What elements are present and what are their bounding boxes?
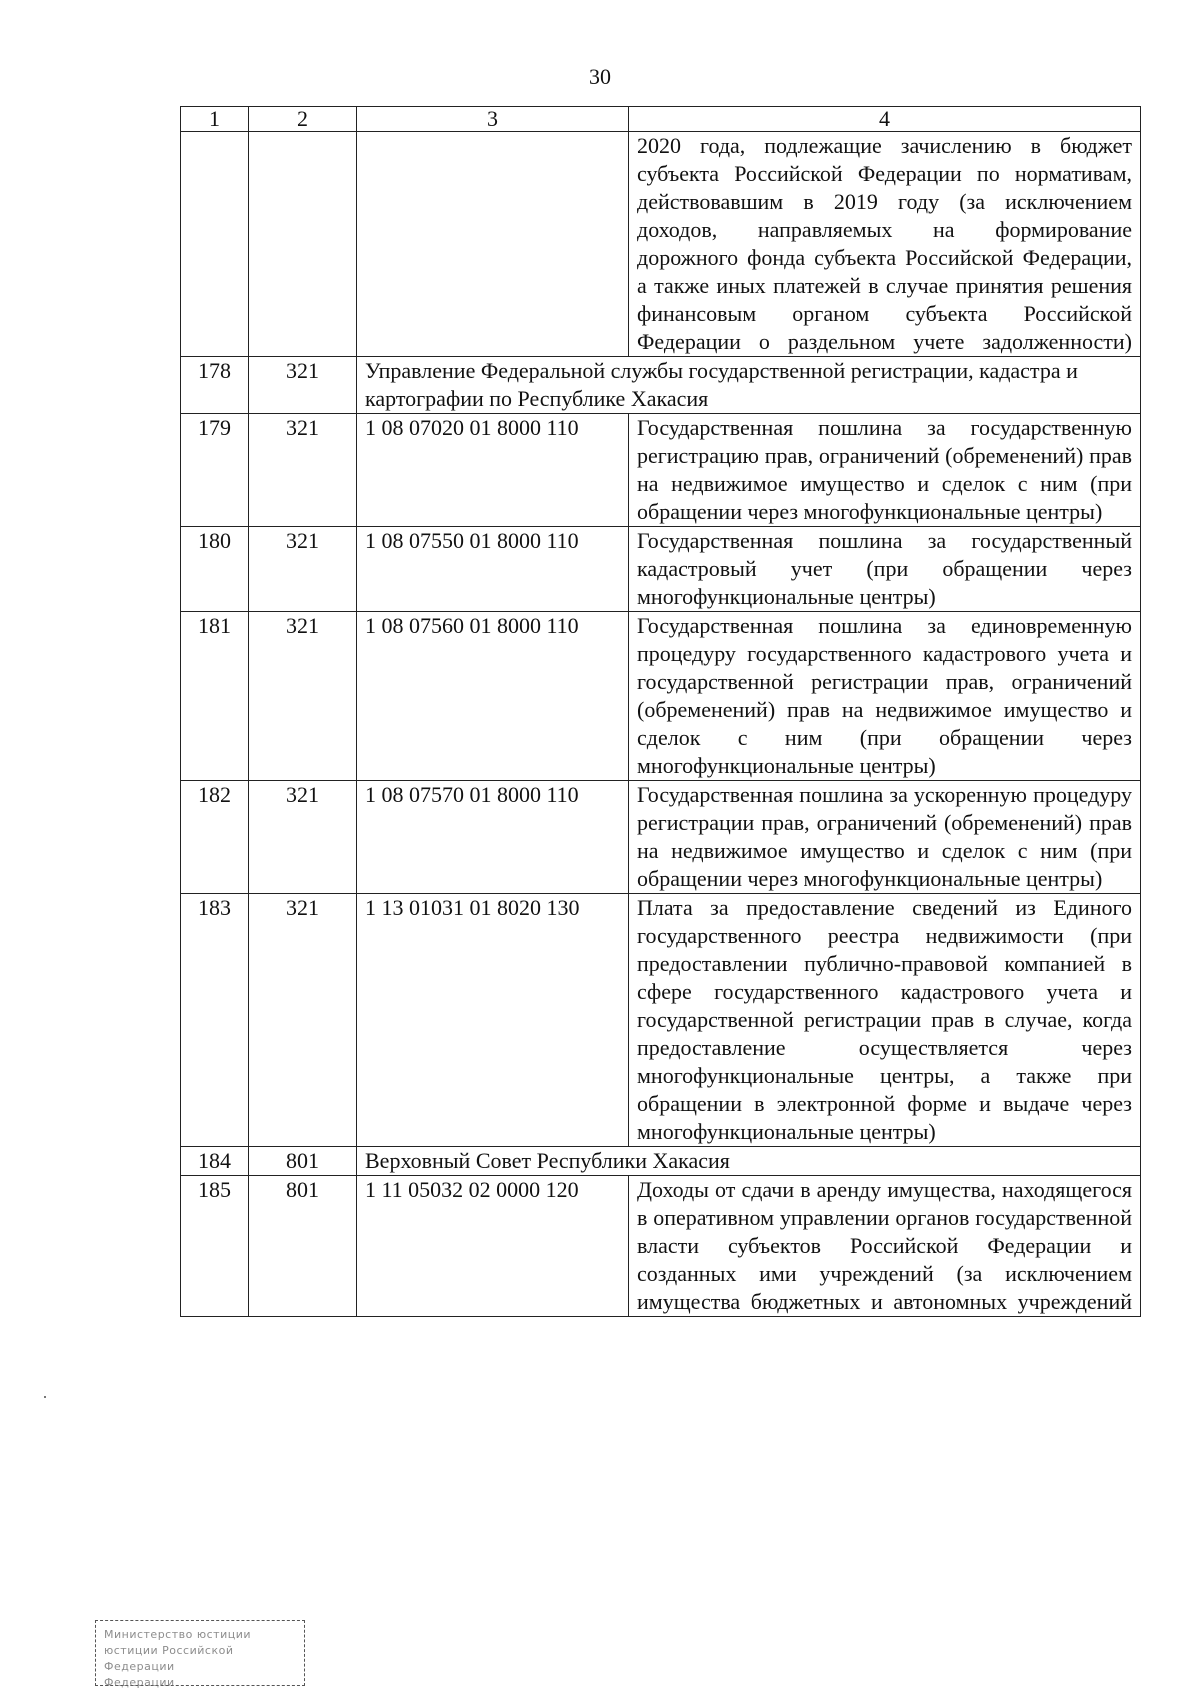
table-row: [181, 612, 1141, 781]
budget-code: 1 08 07560 01 8000 110: [357, 612, 629, 781]
admin-code: 801: [249, 1147, 357, 1176]
administrator-name: Верховный Совет Республики Хакасия: [357, 1147, 1141, 1176]
table-row: [181, 894, 1141, 1147]
table-header-row: [181, 107, 1141, 132]
admin-code: 321: [249, 612, 357, 781]
table-row: [181, 132, 1141, 357]
table-row: [181, 1147, 1141, 1176]
scan-speck: [44, 1396, 46, 1398]
table-row: [181, 527, 1141, 612]
stamp-line: Министерство юстиции: [104, 1628, 252, 1641]
stamp-line: Федерации: [104, 1676, 175, 1689]
row-number: 178: [181, 357, 249, 414]
admin-code: 321: [249, 357, 357, 414]
row-number: 182: [181, 781, 249, 894]
row-number: 181: [181, 612, 249, 781]
revenue-name: Плата за предоставление сведений из Единого государственного реестра недвижимости (при предоставлении публично-правовой компанией в сфере государственного кадастрового учета и государственной регистрации прав в случае, когда предоставление осуществляется через многофункциональные центры, а также при обращении в электронной форме и выдаче через многофункциональные центры): [629, 894, 1141, 1147]
revenue-name: Государственная пошлина за ускоренную процедуру регистрации прав, ограничений (обременений) прав на недвижимое имущество и сделок с ним (при обращении через многофункциональные центры): [629, 781, 1141, 894]
stamp-line: юстиции Российской Федерации: [104, 1644, 234, 1673]
row-number: 180: [181, 527, 249, 612]
table-row: [181, 357, 1141, 414]
header-col-4: 4: [629, 107, 1141, 132]
header-col-3: 3: [357, 107, 629, 132]
admin-code: 321: [249, 414, 357, 527]
revenue-name: Доходы от сдачи в аренду имущества, находящегося в оперативном управлении органов государственной власти субъектов Российской Федерации и созданных ими учреждений (за исключением имущества бюджетных и автономных учреждений: [629, 1176, 1141, 1317]
continuation-text: 2020 года, подлежащие зачислению в бюджет субъекта Российской Федерации по нормативам, действовавшим в 2019 году (за исключением доходов, направляемых на формирование дорожного фонда субъекта Российской Федерации, а также иных платежей в случае принятия решения финансовым органом субъекта Российской Федерации о раздельном учете задолженности): [629, 132, 1141, 357]
budget-code: 1 11 05032 02 0000 120: [357, 1176, 629, 1317]
budget-code: 1 08 07550 01 8000 110: [357, 527, 629, 612]
table-row: [181, 414, 1141, 527]
row-number: 184: [181, 1147, 249, 1176]
revenue-table: [180, 106, 1141, 1317]
budget-code: 1 13 01031 01 8020 130: [357, 894, 629, 1147]
header-col-1: 1: [181, 107, 249, 132]
registration-stamp: [95, 1620, 305, 1689]
table-row: [181, 781, 1141, 894]
header-col-2: 2: [249, 107, 357, 132]
revenue-name: Государственная пошлина за единовременную процедуру государственного кадастрового учета и государственной регистрации прав, ограничений (обременений) прав на недвижимое имущество и сделок с ним (при обращении через многофункциональные центры): [629, 612, 1141, 781]
admin-code: 321: [249, 894, 357, 1147]
row-number: 185: [181, 1176, 249, 1317]
table-row: [181, 1176, 1141, 1317]
admin-code: 801: [249, 1176, 357, 1317]
administrator-name: Управление Федеральной службы государственной регистрации, кадастра и картографии по Республике Хакасия: [357, 357, 1141, 414]
page-number: 30: [589, 64, 611, 89]
revenue-name: Государственная пошлина за государственную регистрацию прав, ограничений (обременений) прав на недвижимое имущество и сделок с ним (при обращении через многофункциональные центры): [629, 414, 1141, 527]
revenue-name: Государственная пошлина за государственный кадастровый учет (при обращении через многофункциональные центры): [629, 527, 1141, 612]
budget-code: 1 08 07020 01 8000 110: [357, 414, 629, 527]
admin-code: 321: [249, 527, 357, 612]
row-number: 183: [181, 894, 249, 1147]
admin-code: 321: [249, 781, 357, 894]
budget-code: 1 08 07570 01 8000 110: [357, 781, 629, 894]
row-number: 179: [181, 414, 249, 527]
